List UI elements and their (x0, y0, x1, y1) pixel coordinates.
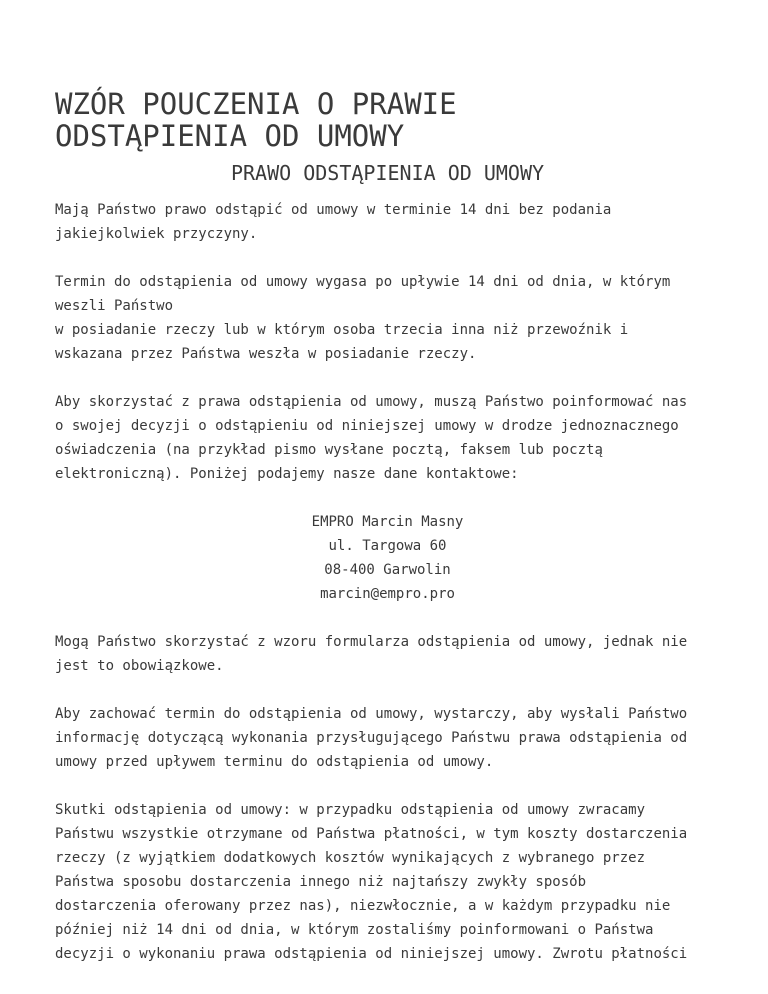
paragraph-how-to-withdraw (55, 390, 720, 486)
contact-email: marcin@empro.pro (320, 586, 455, 602)
text-line: Aby skorzystać z prawa odstąpienia od umowy, muszą Państwo poinformować nas (55, 394, 688, 410)
text-line: dostarczenia oferowany przez nas), niezwłocznie, a w każdym przypadku nie (55, 898, 671, 914)
contact-company: EMPRO Marcin Masny (311, 514, 464, 530)
text-line: Państwa sposobu dostarczenia innego niż najtańszy zwykły sposób (55, 874, 587, 890)
text-line: później niż 14 dni od dnia, w którym zostaliśmy poinformowani o Państwa (55, 922, 654, 938)
text-line: informację dotyczącą wykonania przysługującego Państwu prawa odstąpienia od (55, 730, 688, 746)
title-line: ODSTĄPIENIA OD UMOWY (55, 119, 405, 153)
contact-block (55, 510, 720, 606)
text-line: weszli Państwo (55, 298, 174, 314)
page-title (55, 88, 720, 152)
text-line: jest to obowiązkowe. (55, 658, 224, 674)
paragraph-right-to-withdraw (55, 198, 720, 246)
text-line: jakiejkolwiek przyczyny. (55, 226, 258, 242)
text-line: elektroniczną). Poniżej podajemy nasze dane kontaktowe: (55, 466, 519, 482)
text-line: rzeczy (z wyjątkiem dodatkowych kosztów wynikających z wybranego przez (55, 850, 646, 866)
paragraph-form-template (55, 630, 720, 678)
text-line: umowy przed upływem terminu do odstąpienia od umowy. (55, 754, 494, 770)
text-line: decyzji o wykonaniu prawa odstąpienia od niniejszej umowy. Zwrotu płatności (55, 946, 688, 962)
text-line: Aby zachować termin do odstąpienia od umowy, wystarczy, aby wysłali Państwo (55, 706, 688, 722)
paragraph-withdrawal-deadline (55, 270, 720, 366)
contact-street: ul. Targowa 60 (328, 538, 447, 554)
text-line: Termin do odstąpienia od umowy wygasa po upływie 14 dni od dnia, w którym (55, 274, 671, 290)
contact-city: 08-400 Garwolin (324, 562, 451, 578)
text-line: o swojej decyzji o odstąpieniu od niniejszej umowy w drodze jednoznacznego (55, 418, 679, 434)
paragraph-withdrawal-effects (55, 798, 720, 966)
text-line: Mają Państwo prawo odstąpić od umowy w terminie 14 dni bez podania (55, 202, 612, 218)
text-line: oświadczenia (na przykład pismo wysłane pocztą, faksem lub pocztą (55, 442, 603, 458)
document-body (55, 198, 720, 990)
text-line: Mogą Państwo skorzystać z wzoru formularza odstąpienia od umowy, jednak nie (55, 634, 688, 650)
title-line: WZÓR POUCZENIA O PRAWIE (55, 87, 457, 121)
section-heading: PRAWO ODSTĄPIENIA OD UMOWY (230, 161, 545, 185)
text-line: Skutki odstąpienia od umowy: w przypadku odstąpienia od umowy zwracamy (55, 802, 646, 818)
text-line: Państwu wszystkie otrzymane od Państwa płatności, w tym koszty dostarczenia (55, 826, 688, 842)
text-line: w posiadanie rzeczy lub w którym osoba trzecia inna niż przewoźnik i (55, 322, 629, 338)
paragraph-keeping-deadline (55, 702, 720, 774)
text-line: wskazana przez Państwa weszła w posiadanie rzeczy. (55, 346, 477, 362)
